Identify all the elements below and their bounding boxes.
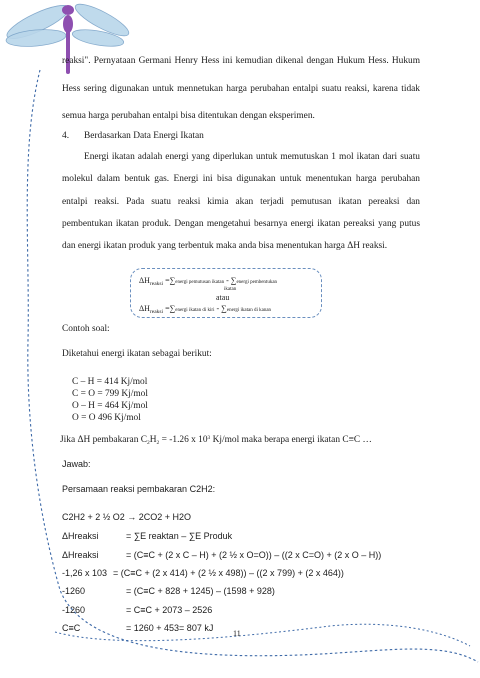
question-subscript: 2	[147, 440, 150, 446]
formula-subscript: reaksi	[149, 309, 164, 315]
section-title: Berdasarkan Data Energi Ikatan	[84, 131, 204, 141]
paragraph-line: entalpi reaksi. Pada suatu reaksi kimia akan terjadi pemutusan ikatan pereaksi dan	[62, 197, 420, 207]
formula-minus-sum: - ∑	[214, 304, 227, 313]
work-row-right: = ∑E reaktan – ∑E Produk	[126, 531, 233, 541]
bond-energy-item: O = O 496 Kj/mol	[72, 413, 141, 423]
formula-minus-sum: - ∑	[224, 276, 237, 285]
formula-delta-h: ΔH	[139, 304, 150, 313]
formula-equals-sum: =∑	[163, 276, 176, 285]
paragraph-line: semua harga perubahan entalpi bisa ditentukan dengan eksperimen.	[62, 111, 315, 121]
formula-term: energi ikatan di kiri	[175, 308, 215, 313]
work-row-right: = (C≡C + 828 + 1245) – (1598 + 928)	[126, 586, 275, 596]
work-row-left: ΔHreaksi	[62, 531, 99, 541]
work-row-left: -1,26 x 103	[62, 568, 108, 578]
paragraph-line: Energi ikatan adalah energi yang diperlukan untuk memutuskan 1 mol ikatan dari suatu	[84, 152, 420, 162]
question-text: = -1.26 x 10	[159, 435, 208, 445]
question-superscript: 3	[207, 435, 211, 441]
formula-box	[130, 268, 322, 318]
page-number: 11	[233, 629, 241, 638]
work-row-right: = C≡C + 2073 – 2526	[126, 605, 213, 615]
formula-term: energi pemutusan ikatan	[175, 280, 225, 285]
example-heading: Contoh soal:	[62, 324, 110, 334]
work-row-left: -1260	[62, 605, 86, 615]
answer-label: Jawab:	[62, 459, 91, 469]
formula-continuation: ikatan	[224, 287, 237, 292]
paragraph-line: pembentukan ikatan produk. Dengan mengetahui besarnya energi ikatan pereaksi yang putus	[62, 219, 420, 229]
work-row-right: = 1260 + 453= 807 kJ	[126, 623, 214, 633]
bond-energy-item: C = O = 799 Kj/mol	[72, 389, 148, 399]
paragraph-line: reaksi". Pernyataan Germani Henry Hess ini kemudian dikenal dengan Hukum Hess. Hukum	[62, 56, 420, 66]
example-given: Diketahui energi ikatan sebagai berikut:	[62, 349, 212, 359]
reaction-title: Persamaan reaksi pembakaran C2H2:	[62, 484, 216, 494]
work-row-left: ΔHreaksi	[62, 550, 99, 560]
bond-energy-item: O – H = 464 Kj/mol	[72, 401, 148, 411]
question-subscript: 2	[156, 440, 160, 446]
formula-subscript: reaksi	[149, 281, 164, 287]
formula-term: energi pembentukan	[236, 280, 278, 285]
dashed-border-bottom	[55, 624, 470, 646]
work-row-right: = (C≡C + (2 x C – H) + (2 ½ x O=O)) – ((2 x C=O) + (2 x O – H))	[126, 550, 382, 560]
example-question	[60, 432, 372, 449]
work-row-left: -1260	[62, 586, 86, 596]
question-text: H	[149, 435, 157, 445]
formula-equals-sum: =∑	[163, 304, 176, 313]
work-row-left: C≡C	[62, 623, 81, 633]
question-text: Kj/mol maka berapa energi ikatan C≡C …	[210, 435, 372, 445]
paragraph-line: dan energi ikatan produk yang terbentuk maka anda bisa menentukan harga ΔH reaksi.	[62, 241, 388, 251]
formula-line-1	[139, 276, 277, 287]
combustion-equation: C2H2 + 2 ½ O2 → 2CO2 + H2O	[62, 512, 192, 522]
formula-line-2	[139, 304, 271, 315]
bond-energy-item: C – H = 414 Kj/mol	[72, 377, 148, 387]
formula-delta-h: ΔH	[139, 276, 150, 285]
paragraph-line: molekul dalam bentuk gas. Energi ini bisa digunakan untuk menentukan harga perubahan	[62, 174, 420, 184]
formula-or: atau	[216, 293, 230, 302]
question-text: Jika ΔH pembakaran C	[60, 435, 147, 445]
formula-term: energi ikatan di kanan	[226, 308, 272, 313]
section-number: 4.	[62, 131, 70, 141]
paragraph-line: Hess sering digunakan untuk mennetukan harga perubahan entalpi suatu reaksi, karena tidak	[62, 84, 420, 94]
work-row-right: = (C≡C + (2 x 414) + (2 ½ x 498)) – ((2 x 799) + (2 x 464))	[113, 568, 344, 578]
